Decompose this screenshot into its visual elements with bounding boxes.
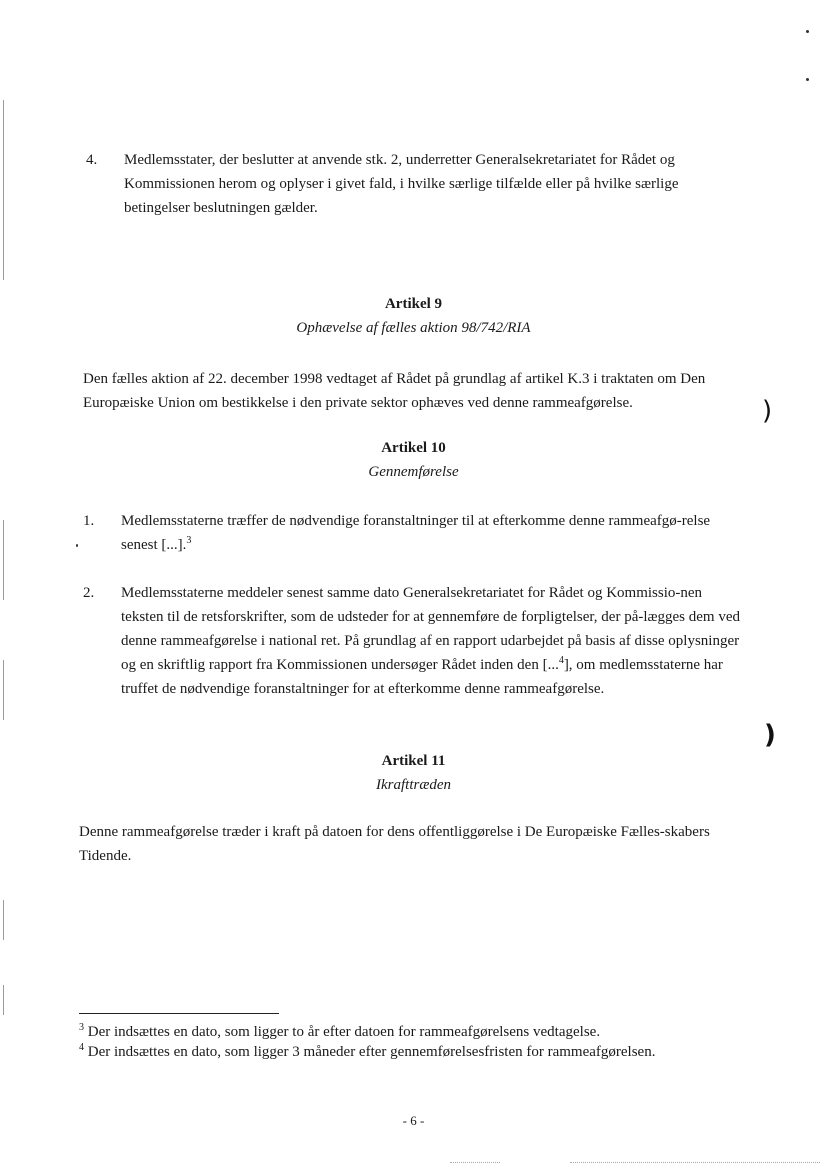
footnote <box>79 1022 600 1042</box>
footnote-text: Der indsættes en dato, som ligger to år efter datoen for rammeafgørelsens vedtagelse. <box>87 1024 601 1040</box>
scan-speck <box>76 544 78 547</box>
scan-edge-line <box>3 520 4 600</box>
scan-speck <box>806 78 809 81</box>
article-subtitle: Ikrafttræden <box>376 777 451 793</box>
footnote-mark: 4 <box>79 1042 84 1053</box>
article-9-title <box>0 292 827 316</box>
article-subtitle: Ophævelse af fælles aktion 98/742/RIA <box>296 320 531 336</box>
margin-bracket-mark: ) <box>764 720 776 750</box>
article-subtitle: Gennemførelse <box>368 464 459 480</box>
page-number: - 6 - <box>402 1113 425 1128</box>
paragraph-text: Medlemsstaterne træffer de nødvendige foranstaltninger til at efterkomme denne rammeafgø-relse senest [...]. <box>121 513 711 553</box>
footnote-mark: 3 <box>79 1022 84 1033</box>
footnote <box>79 1042 655 1062</box>
scan-edge-line <box>3 660 4 720</box>
scan-edge-line <box>3 900 4 940</box>
article-title: Artikel 11 <box>381 753 446 769</box>
footnote-text: Der indsættes en dato, som ligger 3 måneder efter gennemførelsesfristen for rammeafgørelsen. <box>87 1044 656 1060</box>
paragraph-number: 1. <box>83 513 95 529</box>
article-9-body: Den fælles aktion af 22. december 1998 vedtaget af Rådet på grundlag af artikel K.3 i traktaten om Den Europæiske Union om bestikkelse i den private sektor ophæves ved denne rammeafgørelse. <box>83 371 706 411</box>
paragraph-text: ], om medlemsstaterne har truffet de nødvendige foranstaltninger for at efterkomme denne rammeafgørelse. <box>121 657 723 697</box>
article-10-paragraph-1 <box>121 509 745 557</box>
article-11-body: Denne rammeafgørelse træder i kraft på datoen for dens offentliggørelse i De Europæiske Fælles-skabers Tidende. <box>79 824 710 864</box>
article-9-subtitle <box>0 316 827 340</box>
paragraph-number: 4. <box>86 152 98 168</box>
article-11-title <box>0 749 827 773</box>
paragraph-4-text: Medlemsstater, der beslutter at anvende stk. 2, underretter Generalsekretariatet for Rådet og Kommissionen herom og oplyser i givet fald, i hvilke særlige tilfælde eller på hvilke særlige betingelser beslutningen gælder. <box>124 152 679 216</box>
scan-speck <box>806 30 809 33</box>
article-10-subtitle <box>0 460 827 484</box>
footnote-reference: 4 <box>558 655 564 666</box>
scan-edge-line <box>3 100 4 280</box>
paragraph-number: 2. <box>83 585 95 601</box>
article-10-title <box>0 436 827 460</box>
footnote-reference: 3 <box>186 535 192 546</box>
margin-bracket-mark: ) <box>762 396 773 426</box>
footnote-rule <box>79 1013 279 1014</box>
scan-edge-line <box>3 985 4 1015</box>
article-title: Artikel 9 <box>384 296 443 312</box>
article-10-paragraph-2 <box>121 581 745 701</box>
paragraph-text: Medlemsstaterne meddeler senest samme dato Generalsekretariatet for Rådet og Kommissio-nen teksten til de retsforskrifter, som de udsteder for at gennemføre de forpligtelser, der på-lægges dem ved denne rammeafgørelse i national ret. På grundlag af en rapport udarbejdet på basis af disse oplysninger og en skriftlig rapport fra Kommissionen undersøger Rådet inden den [... <box>121 585 741 673</box>
article-title: Artikel 10 <box>381 440 446 456</box>
article-11-subtitle <box>0 773 827 797</box>
